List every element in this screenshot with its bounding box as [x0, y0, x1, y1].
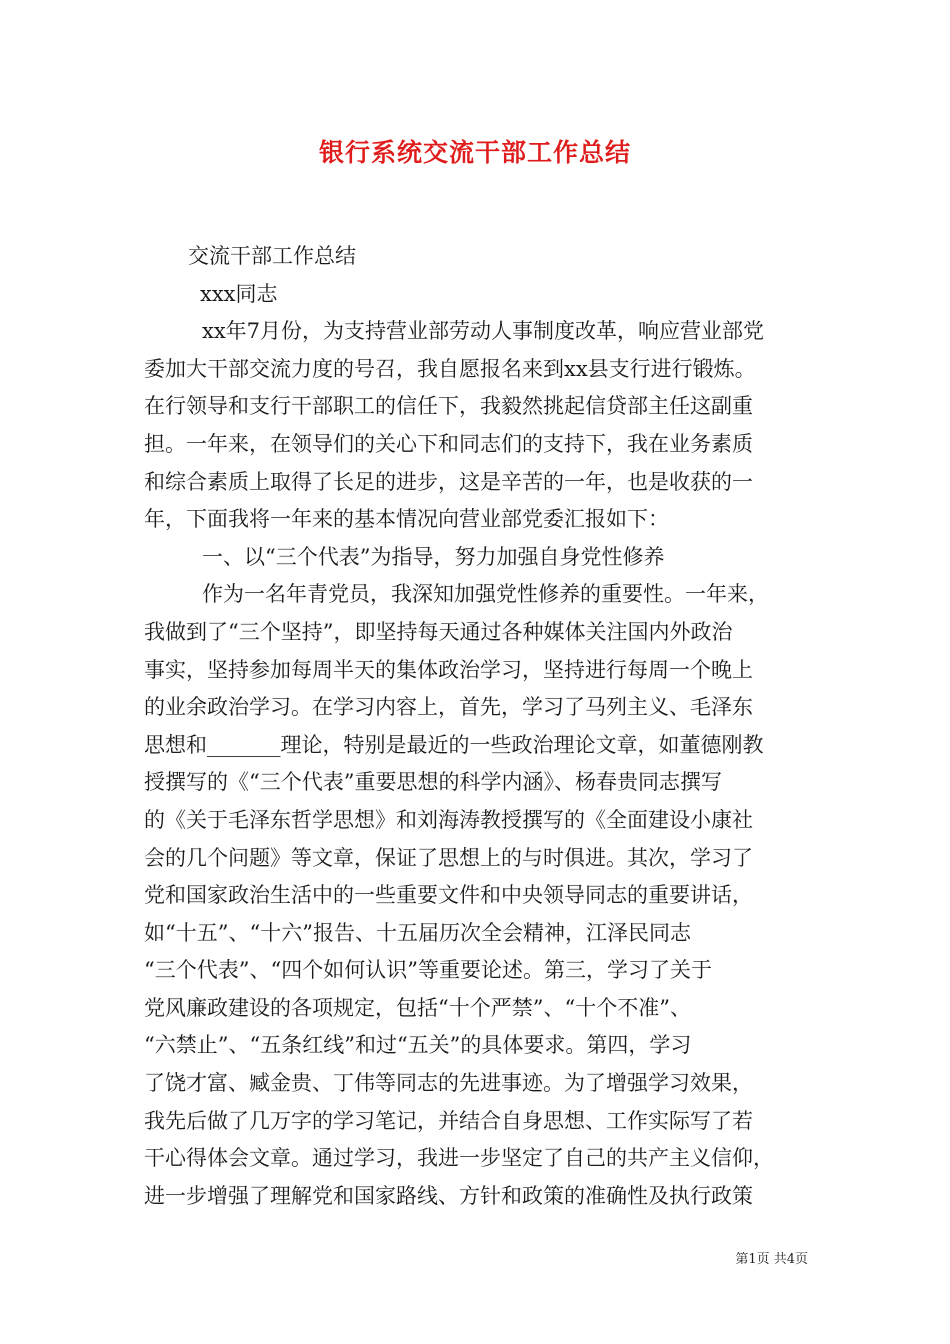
text-line: 在行领导和支行干部职工的信任下，我毅然挑起信贷部主任这副重 — [144, 394, 753, 419]
text-line: 和综合素质上取得了长足的进步，这是辛苦的一年，也是收获的一 — [144, 469, 753, 494]
text-line: 担。一年来，在领导们的关心下和同志们的支持下，我在业务素质 — [144, 431, 753, 456]
text-line: 如“十五”、“十六”报告、十五届历次全会精神，江泽民同志 — [144, 920, 691, 945]
text-line: “三个代表”、“四个如何认识”等重要论述。第三，学习了关于 — [144, 958, 712, 983]
text-line: 事实，坚持参加每周半天的集体政治学习，坚持进行每周一个晚上 — [144, 657, 753, 682]
text-line: 进一步增强了理解党和国家路线、方针和政策的准确性及执行政策 — [144, 1183, 753, 1208]
text-line: 交流干部工作总结 — [188, 244, 356, 268]
document-title: 银行系统交流干部工作总结 — [318, 138, 631, 167]
text-line: 委加大干部交流力度的号召，我自愿报名来到xx县支行进行锻炼。 — [144, 356, 756, 381]
text-line: 的业余政治学习。在学习内容上，首先，学习了马列主义、毛泽东 — [144, 695, 753, 720]
text-line: 党风廉政建设的各项规定，包括“十个严禁”、“十个不准”、 — [144, 995, 691, 1020]
text-line: xx年7月份，为支持营业部劳动人事制度改革，响应营业部党 — [202, 319, 765, 344]
text-line: 授撰写的《“三个代表”重要思想的科学内涵》、杨春贵同志撰写 — [144, 770, 722, 795]
document-body — [144, 238, 809, 1215]
text-line: 我做到了“三个坚持”，即坚持每天通过各种媒体关注国内外政治 — [144, 619, 733, 644]
text-line: 我先后做了几万字的学习笔记，并结合自身思想、工作实际写了若 — [144, 1108, 753, 1133]
text-line: 会的几个问题》等文章，保证了思想上的与时俱进。其次，学习了 — [144, 845, 753, 870]
section-heading: 一、以“三个代表”为指导，努力加强自身党性修养 — [202, 544, 665, 569]
text-line: 干心得体会文章。通过学习，我进一步坚定了自己的共产主义信仰， — [144, 1146, 774, 1171]
text-line: 作为一名年青党员，我深知加强党性修养的重要性。一年来， — [202, 582, 769, 607]
page-number: 第1页 共4页 — [735, 1252, 808, 1267]
text-line: 的《关于毛泽东哲学思想》和刘海涛教授撰写的《全面建设小康社 — [144, 807, 753, 832]
text-line: 年，下面我将一年来的基本情况向营业部党委汇报如下： — [144, 507, 669, 532]
text-line: “六禁止”、“五条红线”和过“五关”的具体要求。第四，学习 — [144, 1033, 692, 1058]
text-line: xxx同志 — [200, 281, 278, 306]
text-line: 了饶才富、臧金贵、丁伟等同志的先进事迹。为了增强学习效果， — [144, 1071, 753, 1096]
text-line: 思想和_______理论，特别是最近的一些政治理论文章，如董德刚教 — [144, 732, 764, 757]
text-line: 党和国家政治生活中的一些重要文件和中央领导同志的重要讲话， — [144, 883, 753, 908]
